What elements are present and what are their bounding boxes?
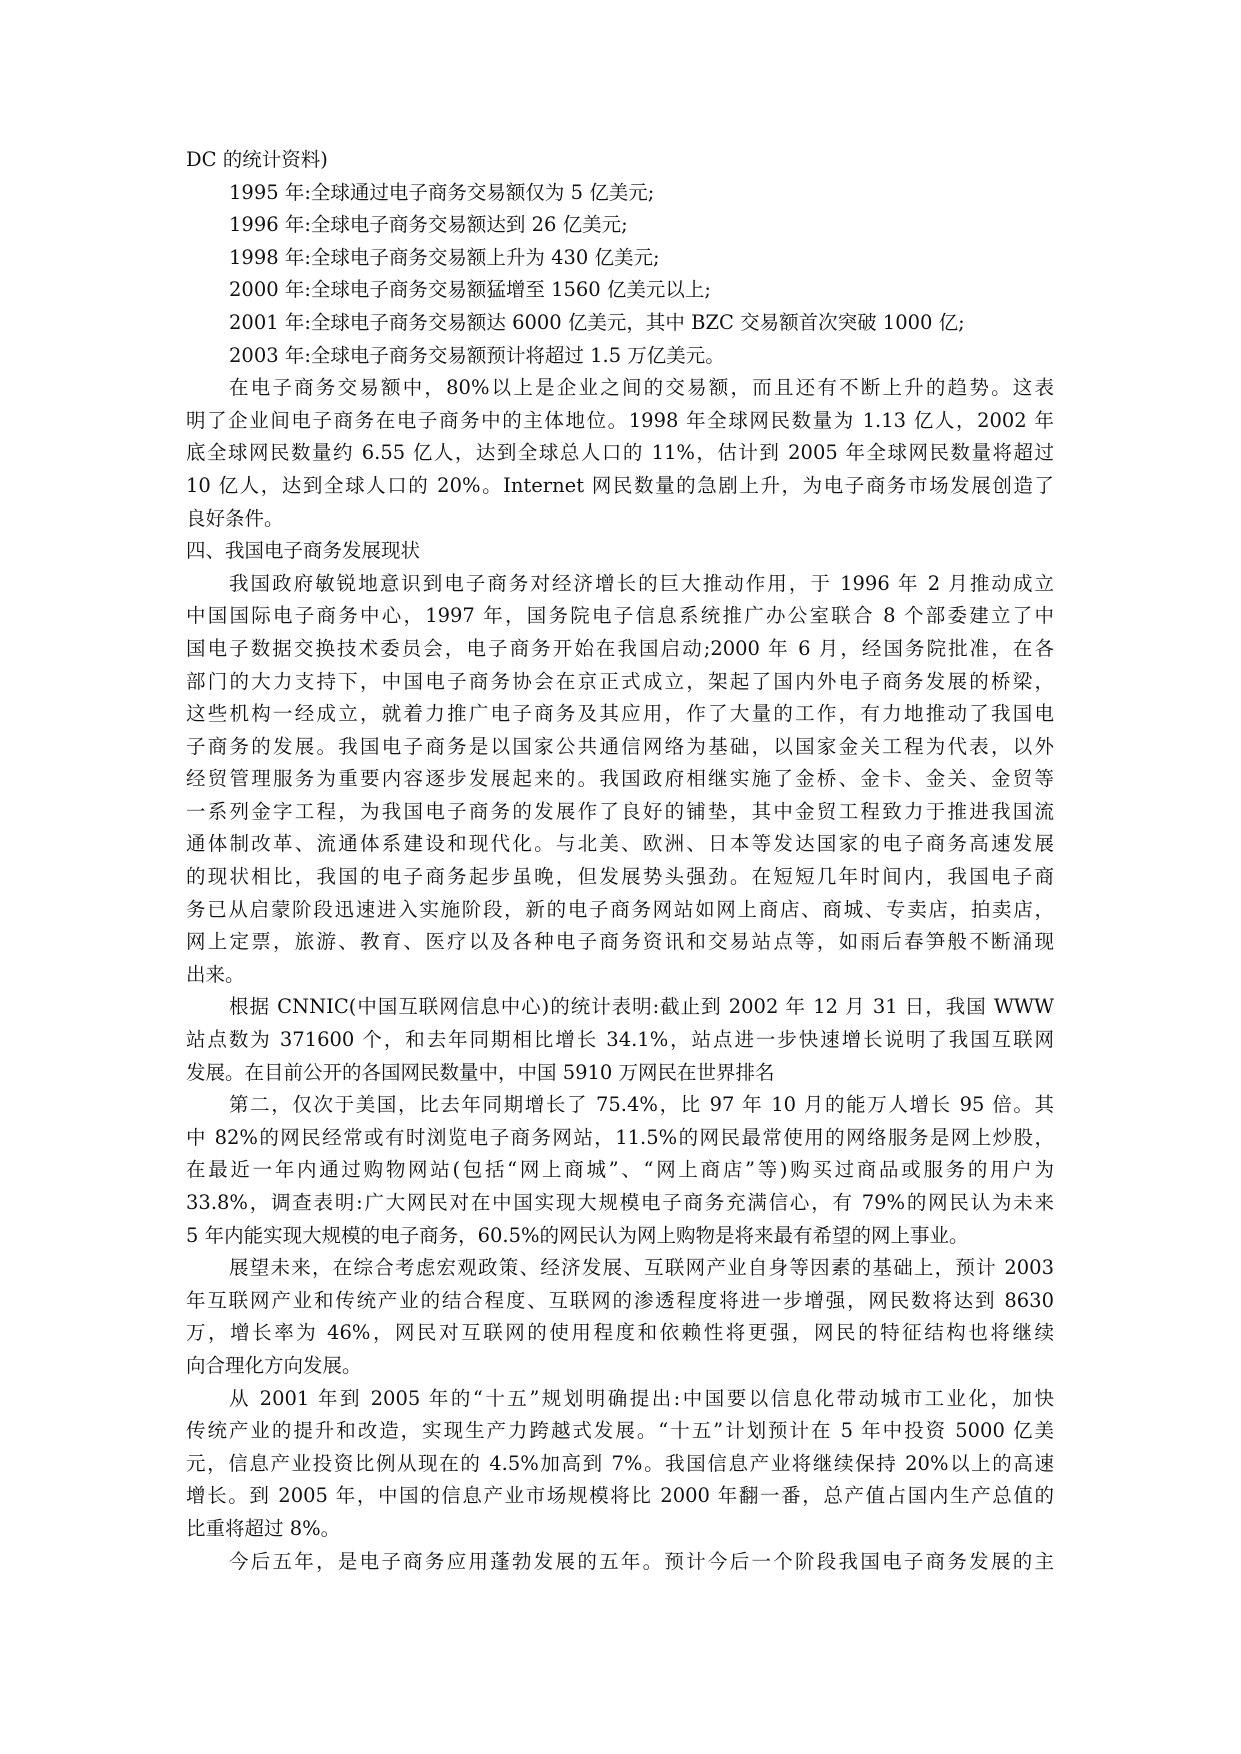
text-line: 今后五年，是电子商务应用蓬勃发展的五年。预计今后一个阶段我国电子商务发展的主: [229, 1549, 1054, 1573]
text-line: 良好条件。: [186, 506, 284, 530]
text-line: 2000 年:全球电子商务交易额猛增至 1560 亿美元以上;: [229, 278, 711, 302]
text-line: 出来。: [186, 962, 245, 986]
text-line: 中国国际电子商务中心，1997 年，国务院电子信息系统推广办公室联合 8 个部委建立了中: [186, 604, 1054, 628]
text-line: 中 82%的网民经常或有时浏览电子商务网站，11.5%的网民最常使用的网络服务是网上炒股，: [186, 1125, 1054, 1149]
text-line: 发展。在目前公开的各国网民数量中，中国 5910 万网民在世界排名: [186, 1060, 775, 1084]
text-line: 根据 CNNIC(中国互联网信息中心)的统计表明:截止到 2002 年 12 月 31 日，我国 WWW: [229, 995, 1054, 1019]
text-line: 从 2001 年到 2005 年的“十五”规划明确提出:中国要以信息化带动城市工业化，加快: [229, 1386, 1054, 1410]
text-line: 一系列金字工程，为我国电子商务的发展作了良好的铺垫，其中金贸工程致力于推进我国流: [186, 799, 1054, 823]
text-line: 部门的大力支持下，中国电子商务协会在京正式成立，架起了国内外电子商务发展的桥梁，: [186, 669, 1054, 693]
text-line: 1995 年:全球通过电子商务交易额仅为 5 亿美元;: [229, 180, 655, 204]
text-line: 展望未来，在综合考虑宏观政策、经济发展、互联网产业自身等因素的基础上，预计 2003: [229, 1256, 1054, 1280]
text-line: 站点数为 371600 个，和去年同期相比增长 34.1%，站点进一步快速增长说明了我国互联网: [186, 1028, 1054, 1052]
text-line: 底全球网民数量约 6.55 亿人，达到全球总人口的 11%，估计到 2005 年全球网民数量将超过: [186, 441, 1054, 465]
text-line: 10 亿人，达到全球人口的 20%。Internet 网民数量的急剧上升，为电子商务市场发展创造了: [186, 473, 1054, 497]
text-line: 在电子商务交易额中，80%以上是企业之间的交易额，而且还有不断上升的趋势。这表: [229, 376, 1054, 400]
text-line: 的现状相比，我国的电子商务起步虽晚，但发展势头强劲。在短短几年时间内，我国电子商: [186, 865, 1054, 889]
text-line: 传统产业的提升和改造，实现生产力跨越式发展。“十五”计划预计在 5 年中投资 5000 亿美: [186, 1419, 1054, 1443]
text-line: 2003 年:全球电子商务交易额预计将超过 1.5 万亿美元。: [229, 343, 725, 367]
text-line: 第二，仅次于美国，比去年同期增长了 75.4%，比 97 年 10 月的能万人增长 95 倍。其: [229, 1093, 1054, 1117]
text-line: 比重将超过 8%。: [186, 1516, 341, 1540]
text-line: 1996 年:全球电子商务交易额达到 26 亿美元;: [229, 213, 628, 237]
document-body: [186, 144, 1054, 1578]
text-line: 年互联网产业和传统产业的结合程度、互联网的渗透程度将进一步增强，网民数将达到 8630: [186, 1288, 1054, 1312]
text-line: 向合理化方向发展。: [186, 1353, 362, 1377]
text-line: 子商务的发展。我国电子商务是以国家公共通信网络为基础，以国家金关工程为代表，以外: [186, 734, 1054, 758]
text-line: 经贸管理服务为重要内容逐步发展起来的。我国政府相继实施了金桥、金卡、金关、金贸等: [186, 767, 1054, 791]
text-line: 万，增长率为 46%，网民对互联网的使用程度和依赖性将更强，网民的特征结构也将继续: [186, 1321, 1054, 1345]
text-line: 5 年内能实现大规模的电子商务，60.5%的网民认为网上购物是将来最有希望的网上事业。: [186, 1223, 969, 1247]
text-line: 务已从启蒙阶段迅速进入实施阶段，新的电子商务网站如网上商店、商城、专卖店，拍卖店，: [186, 897, 1054, 921]
text-line: 网上定票，旅游、教育、医疗以及各种电子商务资讯和交易站点等，如雨后春笋般不断涌现: [186, 930, 1054, 954]
section-heading: 四、我国电子商务发展现状: [186, 539, 421, 563]
text-line: 1998 年:全球电子商务交易额上升为 430 亿美元;: [229, 245, 660, 269]
text-line: 我国政府敏锐地意识到电子商务对经济增长的巨大推动作用，于 1996 年 2 月推动成立: [229, 571, 1054, 595]
text-line: 元，信息产业投资比例从现在的 4.5%加高到 7%。我国信息产业将继续保持 20%以上的高速: [186, 1451, 1054, 1475]
text-line: 33.8%，调查表明:广大网民对在中国实现大规模电子商务充满信心，有 79%的网民认为未来: [186, 1191, 1054, 1214]
text-line: 2001 年:全球电子商务交易额达 6000 亿美元，其中 BZC 交易额首次突破 1000 亿;: [229, 310, 965, 334]
text-line: 增长。到 2005 年，中国的信息产业市场规模将比 2000 年翻一番，总产值占国内生产总值的: [186, 1484, 1054, 1508]
text-line: 明了企业间电子商务在电子商务中的主体地位。1998 年全球网民数量为 1.13 亿人，2002 年: [186, 408, 1054, 432]
text-line: 国电子数据交换技术委员会，电子商务开始在我国启动;2000 年 6 月，经国务院批准，在各: [186, 636, 1054, 660]
text-line: DC 的统计资料): [186, 148, 328, 171]
text-line: 通体制改革、流通体系建设和现代化。与北美、欧洲、日本等发达国家的电子商务高速发展: [186, 832, 1054, 856]
text-line: 这些机构一经成立，就着力推广电子商务及其应用，作了大量的工作，有力地推动了我国电: [186, 702, 1054, 726]
text-line: 在最近一年内通过购物网站(包括“网上商城”、“网上商店”等)购买过商品或服务的用户为: [186, 1158, 1054, 1182]
